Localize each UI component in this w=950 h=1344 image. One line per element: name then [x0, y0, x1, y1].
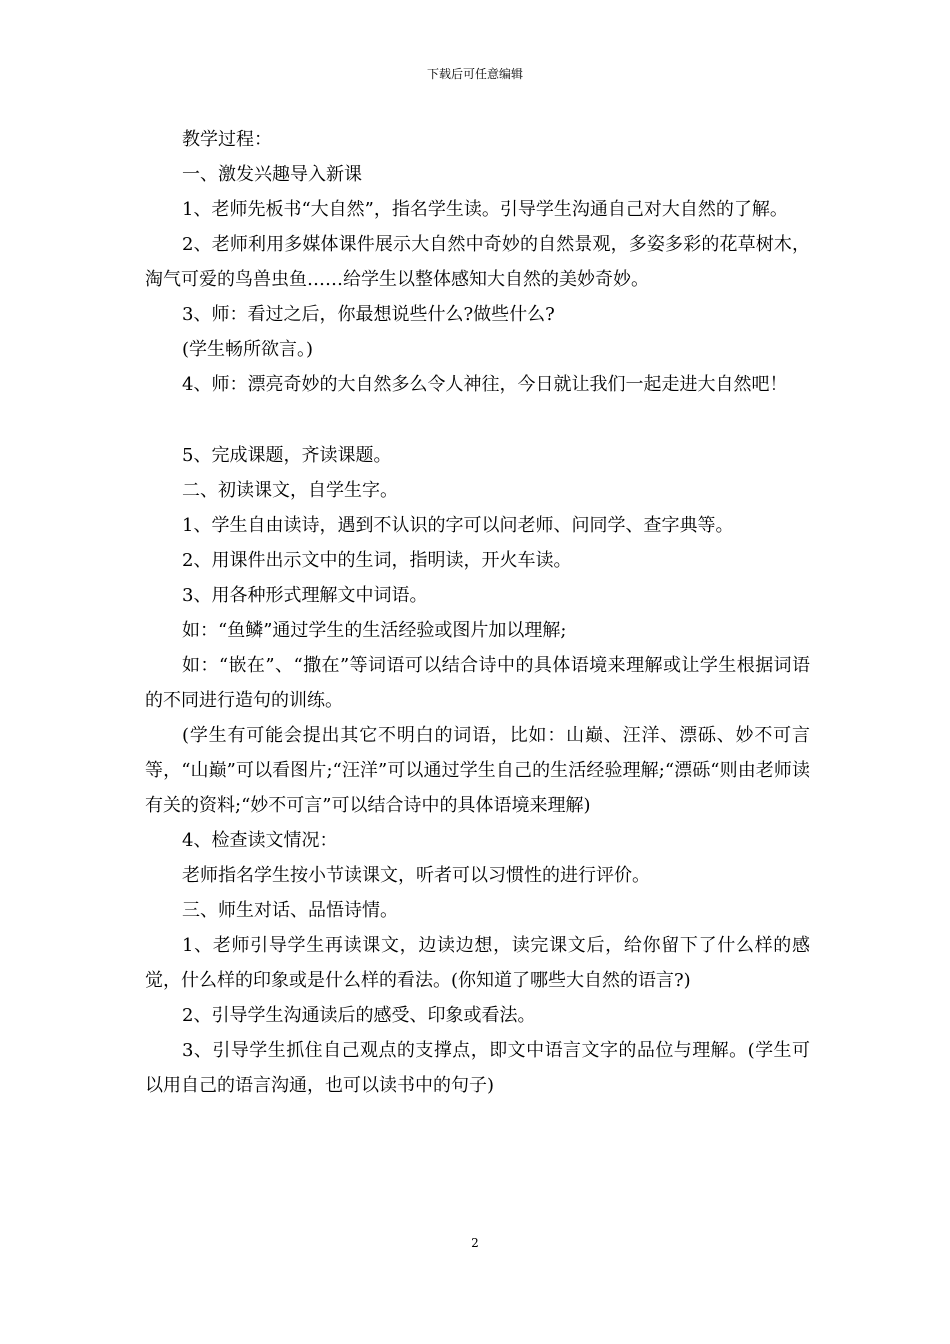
paragraph: (学生有可能会提出其它不明白的词语，比如：山巅、汪洋、漂砾、妙不可言等，“山巅”可以看图片;“汪洋”可以通过学生自己的生活经验理解;“漂砾“则由老师读有关的资料;“妙不可言”可以结合诗中的具体语境来理解)	[145, 725, 810, 816]
section-heading: 二、初读课文，自学生字。	[182, 480, 398, 501]
paragraph: 1、老师引导学生再读课文，边读边想，读完课文后，给你留下了什么样的感觉，什么样的印象或是什么样的看法。(你知道了哪些大自然的语言?)	[145, 935, 810, 991]
page-number: 2	[471, 1236, 479, 1250]
paragraph: 3、引导学生抓住自己观点的支撑点，即文中语言文字的品位与理解。(学生可以用自己的语言沟通，也可以读书中的句子)	[145, 1040, 810, 1096]
paragraph: 如：“鱼鳞”通过学生的生活经验或图片加以理解;	[182, 620, 567, 641]
paragraph: 5、完成课题，齐读课题。	[182, 445, 392, 466]
paragraph: 3、用各种形式理解文中词语。	[182, 585, 428, 606]
paragraph: 3、师：看过之后，你最想说些什么?做些什么?	[182, 304, 555, 325]
document-body	[145, 122, 810, 1103]
paragraph: 1、老师先板书“大自然”，指名学生读。引导学生沟通自己对大自然的了解。	[182, 199, 788, 220]
paragraph: 2、引导学生沟通读后的感受、印象或看法。	[182, 1005, 536, 1026]
paragraph: 老师指名学生按小节读课文，听者可以习惯性的进行评价。	[182, 865, 650, 886]
section-heading: 三、师生对话、品悟诗情。	[182, 900, 398, 921]
paragraph: 2、老师利用多媒体课件展示大自然中奇妙的自然景观，多姿多彩的花草树木，淘气可爱的鸟兽虫鱼……给学生以整体感知大自然的美妙奇妙。	[145, 234, 810, 290]
paragraph: 如：“嵌在”、“撒在”等词语可以结合诗中的具体语境来理解或让学生根据词语的不同进行造句的训练。	[145, 655, 810, 711]
paragraph: (学生畅所欲言。)	[182, 339, 314, 360]
blank-line	[145, 402, 810, 438]
page-header: 下载后可任意编辑	[426, 67, 523, 81]
paragraph: 4、检查读文情况：	[182, 830, 338, 851]
section-heading: 一、激发兴趣导入新课	[182, 164, 362, 185]
paragraph: 1、学生自由读诗，遇到不认识的字可以问老师、问同学、查字典等。	[182, 515, 734, 536]
paragraph: 4、师：漂亮奇妙的大自然多么令人神往，今日就让我们一起走进大自然吧！	[182, 374, 788, 395]
section-label: 教学过程：	[182, 129, 272, 150]
paragraph: 2、用课件出示文中的生词，指明读，开火车读。	[182, 550, 572, 571]
